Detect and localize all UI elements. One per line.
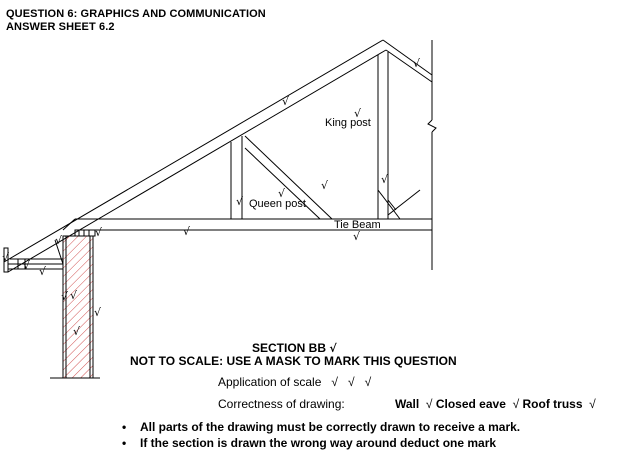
king-post-label: King post (325, 117, 371, 129)
section-note: NOT TO SCALE: USE A MASK TO MARK THIS QUESTION (130, 354, 457, 368)
scale-criterion: Application of scale √ √ √ (218, 375, 372, 389)
tick-mark: √ (381, 173, 389, 186)
tick-mark: √ (2, 251, 10, 264)
instruction-item: • If the section is drawn the wrong way around deduct one mark (122, 435, 520, 451)
tick-mark: √ (70, 289, 78, 302)
ridge-lines (383, 40, 432, 82)
section-title: SECTION BB √ (252, 341, 337, 355)
correctness-items (395, 397, 596, 411)
queen-post-label: Queen post (249, 198, 306, 210)
answer-sheet-title: ANSWER SHEET 6.2 (6, 21, 115, 33)
closed-eave-criterion: Closed eave (435, 397, 506, 411)
instruction-item: • All parts of the drawing must be correctly drawn to receive a mark. (122, 419, 520, 435)
instructions-list (122, 419, 520, 451)
tie-beam-label: Tie Beam (334, 219, 381, 231)
tick-mark: √ (425, 397, 433, 411)
tick-mark: √ (354, 107, 362, 120)
tick-mark: √ (589, 397, 596, 411)
tick-mark: √ (94, 306, 102, 319)
tick-mark: √ (331, 375, 339, 389)
tick-mark: √ (364, 375, 372, 389)
tick-mark: √ (183, 225, 191, 238)
tick-mark: √ (23, 259, 31, 272)
roof-truss-criterion: Roof truss (522, 397, 583, 411)
tick-mark: √ (353, 230, 361, 243)
tick-mark: √ (348, 375, 355, 389)
tick-mark: √ (236, 195, 244, 208)
eave-soffit-line (63, 219, 75, 230)
tick-mark: √ (39, 265, 47, 278)
question-title: QUESTION 6: GRAPHICS AND COMMUNICATION (6, 8, 266, 20)
king-post (378, 52, 388, 219)
tick-mark: √ (512, 397, 520, 411)
tick-mark: √ (95, 226, 103, 239)
tick-mark: √ (73, 325, 81, 338)
tick-mark: √ (321, 179, 329, 192)
tick-mark: √ (278, 187, 286, 200)
correctness-label: Correctness of drawing: (218, 397, 345, 411)
brick-wall (50, 236, 100, 378)
tick-mark: √ (61, 290, 69, 303)
tick-mark: √ (282, 95, 290, 108)
tick-mark: √ (413, 57, 421, 70)
tick-mark: √ (55, 234, 63, 247)
wall-criterion: Wall (395, 397, 420, 411)
